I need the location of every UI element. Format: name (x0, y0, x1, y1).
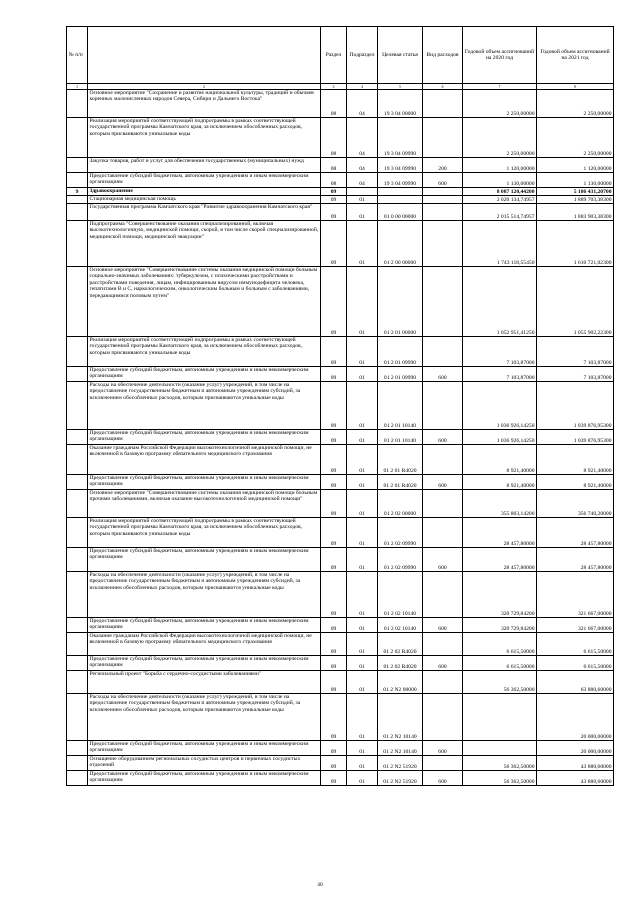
table-row (67, 548, 614, 572)
header-vol-2020: Годовой объем ассигнований на 2020 год (463, 27, 537, 84)
row-expense-type: 600 (423, 367, 463, 382)
row-target: 01 2 01 09990 (378, 337, 423, 367)
table-row (67, 656, 614, 671)
row-subsection: 01 (347, 337, 378, 367)
row-target: 01 2 01 10140 (378, 382, 423, 430)
row-vol-2020: 56 362,50000 (463, 771, 537, 786)
row-target: 01 2 02 09990 (378, 548, 423, 572)
table-row (67, 490, 614, 518)
header-expense-type: Вид расходов (423, 27, 463, 84)
row-subsection: 01 (347, 518, 378, 548)
row-vol-2021: 6 615,50000 (537, 656, 614, 671)
row-expense-type (423, 518, 463, 548)
row-target: 01 2 01 00000 (378, 267, 423, 337)
row-subsection: 01 (347, 572, 378, 618)
row-vol-2020: 8 921,40000 (463, 445, 537, 475)
row-expense-type: 200 (423, 158, 463, 173)
row-subsection: 01 (347, 694, 378, 741)
row-number (67, 367, 88, 382)
row-expense-type (423, 445, 463, 475)
row-target: 01 2 02 10140 (378, 572, 423, 618)
row-subsection: 04 (347, 173, 378, 188)
row-expense-type: 600 (423, 771, 463, 786)
row-subsection: 01 (347, 548, 378, 572)
row-number (67, 430, 88, 445)
row-vol-2020: 6 615,50000 (463, 656, 537, 671)
header-name (88, 27, 321, 84)
row-expense-type: 600 (423, 741, 463, 756)
table-row (67, 204, 614, 221)
row-number (67, 90, 88, 118)
row-vol-2021: 8 921,40000 (537, 445, 614, 475)
row-subsection: 01 (347, 196, 378, 204)
row-target: 19 3 04 09990 (378, 118, 423, 158)
row-name: Предоставление субсидий бюджетным, автономным учреждениям и иным некоммерческим организациям (88, 618, 321, 633)
row-name: Оказание гражданам Российской Федерации высокотехнологичной медицинской помощи, не включенной в базовую программу обязательного медицинского страхования (88, 445, 321, 475)
row-expense-type (423, 118, 463, 158)
row-expense-type (423, 671, 463, 694)
row-expense-type (423, 633, 463, 656)
row-number (67, 572, 88, 618)
row-name: Стационарная медицинская помощь (88, 196, 321, 204)
row-vol-2020: 1 036 926,14250 (463, 382, 537, 430)
row-vol-2021: 1 610 721,02300 (537, 221, 614, 267)
table-row (67, 756, 614, 771)
row-expense-type: 600 (423, 618, 463, 633)
row-vol-2021: 321 667,00000 (537, 572, 614, 618)
row-section: 08 (321, 90, 347, 118)
row-vol-2021: 43 880,60000 (537, 756, 614, 771)
row-vol-2020: 6 615,50000 (463, 633, 537, 656)
row-name: Предоставление субсидий бюджетным, автономным учреждениям и иным некоммерческим организациям (88, 173, 321, 188)
table-body (67, 90, 614, 786)
row-subsection: 04 (347, 118, 378, 158)
row-subsection: 01 (347, 267, 378, 337)
row-vol-2021: 1 883 903,38300 (537, 204, 614, 221)
row-target: 19 3 04 00000 (378, 90, 423, 118)
row-vol-2020 (463, 741, 537, 756)
row-vol-2021: 1 039 876,95300 (537, 430, 614, 445)
row-vol-2020: 1 120,00000 (463, 158, 537, 173)
row-target: 01 0 00 00000 (378, 204, 423, 221)
column-number: 7 (463, 84, 537, 90)
row-subsection: 01 (347, 490, 378, 518)
table-row (67, 173, 614, 188)
row-vol-2021: 63 880,60000 (537, 671, 614, 694)
header-vol-2021: Годовой объем ассигнований на 2021 год (537, 27, 614, 84)
row-number (67, 518, 88, 548)
row-target: 01 2 01 10140 (378, 430, 423, 445)
row-expense-type (423, 490, 463, 518)
page-number: 40 (317, 882, 323, 888)
row-section: 09 (321, 633, 347, 656)
row-number (67, 445, 88, 475)
row-number (67, 633, 88, 656)
row-expense-type (423, 188, 463, 196)
row-expense-type (423, 204, 463, 221)
row-subsection: 04 (347, 158, 378, 173)
row-section: 09 (321, 445, 347, 475)
row-expense-type (423, 756, 463, 771)
table-row (67, 221, 614, 267)
row-expense-type: 600 (423, 430, 463, 445)
row-section: 09 (321, 756, 347, 771)
row-expense-type (423, 337, 463, 367)
header-num: № п/п (67, 27, 88, 84)
column-number: 2 (88, 84, 321, 90)
row-section: 09 (321, 656, 347, 671)
row-number (67, 204, 88, 221)
row-vol-2021: 43 880,60000 (537, 771, 614, 786)
header-target: Целевая статья (378, 27, 423, 84)
row-expense-type: 600 (423, 656, 463, 671)
table-row (67, 382, 614, 430)
row-section: 09 (321, 430, 347, 445)
row-section: 09 (321, 188, 347, 196)
row-vol-2020: 8 087 120,44200 (463, 188, 537, 196)
row-name: Основное мероприятие "Сохранение и развитие национальной культуры, традиций и обычаев коренных малочисленных народов Севера, Сибири и Дальнего Востока" (88, 90, 321, 118)
row-vol-2021: 20 000,00000 (537, 741, 614, 756)
row-vol-2021: 5 186 431,20700 (537, 188, 614, 196)
row-number (67, 741, 88, 756)
row-expense-type (423, 694, 463, 741)
row-number (67, 694, 88, 741)
header-row (67, 27, 614, 84)
row-vol-2020: 2 020 134,74957 (463, 196, 537, 204)
row-expense-type: 600 (423, 548, 463, 572)
row-expense-type (423, 267, 463, 337)
row-target: 19 3 04 09990 (378, 158, 423, 173)
table-row (67, 618, 614, 633)
row-vol-2021: 1 130,00000 (537, 173, 614, 188)
table-row (67, 694, 614, 741)
row-vol-2021: 2 250,00000 (537, 118, 614, 158)
column-number: 1 (67, 84, 88, 90)
row-target: 19 3 04 09990 (378, 173, 423, 188)
row-target: 01 2 02 00000 (378, 490, 423, 518)
row-name: Закупка товаров, работ и услуг для обеспечения государственных (муниципальных) нужд (88, 158, 321, 173)
table-row (67, 188, 614, 196)
row-section: 09 (321, 771, 347, 786)
row-section: 08 (321, 173, 347, 188)
row-number (67, 196, 88, 204)
table-row (67, 267, 614, 337)
row-vol-2021: 1 039 876,95300 (537, 382, 614, 430)
row-name: Оказание гражданам Российской Федерации высокотехнологичной медицинской помощи, не включенной в базовую программу обязательного медицинского страхования (88, 633, 321, 656)
row-section: 09 (321, 671, 347, 694)
row-number (67, 337, 88, 367)
row-target: 01 2 00 00000 (378, 221, 423, 267)
row-section: 09 (321, 618, 347, 633)
row-vol-2020: 1 052 951,41250 (463, 267, 537, 337)
column-number: 4 (347, 84, 378, 90)
table-row (67, 518, 614, 548)
row-section: 09 (321, 204, 347, 221)
row-name: Основное мероприятие "Совершенствование системы оказания медицинской помощи больным социально-значимых заболеваниях: туберкулезом, с психическими расстройствами и расстройствами поведения, лицам, инфицированным вирусом иммунодефицита человека, гепатитами В и С, наркологическим, онкологическим больным и больным с заболеваниями, передающимися половым путем" (88, 267, 321, 337)
row-vol-2021: 28 457,80000 (537, 548, 614, 572)
row-subsection: 01 (347, 475, 378, 490)
table-row (67, 475, 614, 490)
row-subsection: 01 (347, 756, 378, 771)
header-subsection: Подраздел (347, 27, 378, 84)
row-subsection: 04 (347, 90, 378, 118)
row-name: Подпрограмма "Совершенствование оказания специализированной, включая высокотехнологичную, медицинской помощи, скорой, в том числе скорой специализированной, медицинской помощи, медицинской эвакуации" (88, 221, 321, 267)
row-name: Предоставление субсидий бюджетным, автономным учреждениям и иным некоммерческим организациям (88, 656, 321, 671)
row-target: 01 2 02 10140 (378, 618, 423, 633)
header-section: Раздел (321, 27, 347, 84)
row-number (67, 221, 88, 267)
table-row (67, 367, 614, 382)
row-vol-2020 (463, 694, 537, 741)
row-section: 09 (321, 196, 347, 204)
row-subsection: 01 (347, 741, 378, 756)
row-number (67, 382, 88, 430)
row-number (67, 118, 88, 158)
row-expense-type: 600 (423, 475, 463, 490)
row-subsection: 01 (347, 204, 378, 221)
row-target: 01 2 02 R4020 (378, 633, 423, 656)
column-number: 5 (378, 84, 423, 90)
row-subsection: 01 (347, 367, 378, 382)
row-section: 09 (321, 475, 347, 490)
table-row (67, 196, 614, 204)
row-vol-2020: 320 729,84200 (463, 572, 537, 618)
row-number (67, 771, 88, 786)
row-vol-2020: 56 362,50000 (463, 671, 537, 694)
row-name: Расходы на обеспечение деятельности (оказание услуг) учреждений, в том числе на предоставление государственным бюджетным и автономным учреждениям субсидий, за исключением обособленных расходов, которым присваиваются уникальные коды (88, 382, 321, 430)
row-number: 9 (67, 188, 88, 196)
row-expense-type (423, 572, 463, 618)
row-target: 01 2 02 09990 (378, 518, 423, 548)
row-expense-type (423, 221, 463, 267)
row-vol-2021: 1 055 902,22300 (537, 267, 614, 337)
table-row (67, 741, 614, 756)
row-target: 01 2 N2 51920 (378, 756, 423, 771)
row-vol-2021: 1 889 703,38300 (537, 196, 614, 204)
table-row (67, 90, 614, 118)
row-section: 09 (321, 367, 347, 382)
row-vol-2020: 7 103,87000 (463, 367, 537, 382)
row-target (378, 188, 423, 196)
row-number (67, 158, 88, 173)
row-subsection: 01 (347, 671, 378, 694)
row-vol-2020: 56 362,50000 (463, 756, 537, 771)
row-section: 09 (321, 518, 347, 548)
row-section: 09 (321, 221, 347, 267)
table-row (67, 671, 614, 694)
row-name: Предоставление субсидий бюджетным, автономным учреждениям и иным некоммерческим организациям (88, 430, 321, 445)
row-vol-2021: 28 457,80000 (537, 518, 614, 548)
row-subsection: 01 (347, 430, 378, 445)
row-number (67, 173, 88, 188)
column-number: 8 (537, 84, 614, 90)
table-row (67, 158, 614, 173)
table-row (67, 430, 614, 445)
row-section: 09 (321, 694, 347, 741)
row-vol-2020: 2 250,00000 (463, 90, 537, 118)
row-target: 01 2 N2 10140 (378, 694, 423, 741)
row-vol-2021: 7 103,87000 (537, 337, 614, 367)
row-section: 08 (321, 118, 347, 158)
row-number (67, 490, 88, 518)
row-subsection: 01 (347, 656, 378, 671)
row-name: Региональный проект "Борьба с сердечно-сосудистыми заболеваниями" (88, 671, 321, 694)
table-row (67, 445, 614, 475)
row-target: 01 2 N2 51920 (378, 771, 423, 786)
row-name: Предоставление субсидий бюджетным, автономным учреждениям и иным некоммерческим организациям (88, 548, 321, 572)
row-name: Реализация мероприятий соответствующей подпрограммы в рамках соответствующей государственной программы Камчатского края, за исключением обособленных расходов, которым присваиваются уникальные коды (88, 118, 321, 158)
table-row (67, 771, 614, 786)
row-name: Расходы на обеспечение деятельности (оказание услуг) учреждений, в том числе на предоставление государственным бюджетным и автономным учреждениям субсидий, за исключением обособленных расходов, которым присваиваются уникальные коды (88, 572, 321, 618)
table-row (67, 337, 614, 367)
row-subsection (347, 188, 378, 196)
row-section: 09 (321, 490, 347, 518)
row-name: Основное мероприятие "Совершенствование системы оказания медицинской помощи больным прочими заболеваниями, включая оказание высокотехнологичной медицинской помощи" (88, 490, 321, 518)
row-vol-2020: 355 803,14200 (463, 490, 537, 518)
row-target: 01 2 01 R4020 (378, 445, 423, 475)
row-vol-2021: 8 921,40000 (537, 475, 614, 490)
row-name: Реализация мероприятий соответствующей подпрограммы в рамках соответствующей государственной программы Камчатского края, за исключением обособленных расходов, которым присваиваются уникальные коды (88, 337, 321, 367)
row-name: Оснащение оборудованием региональных сосудистых центров и первичных сосудистых отделений (88, 756, 321, 771)
row-target: 01 2 N2 00000 (378, 671, 423, 694)
row-subsection: 01 (347, 633, 378, 656)
table-row (67, 633, 614, 656)
row-section: 09 (321, 382, 347, 430)
row-vol-2020: 1 743 118,55450 (463, 221, 537, 267)
row-expense-type: 600 (423, 173, 463, 188)
row-name: Здравоохранение (88, 188, 321, 196)
row-subsection: 01 (347, 221, 378, 267)
row-subsection: 01 (347, 445, 378, 475)
row-section: 09 (321, 337, 347, 367)
row-section: 09 (321, 548, 347, 572)
row-vol-2021: 7 103,87000 (537, 367, 614, 382)
row-section: 08 (321, 158, 347, 173)
row-vol-2020: 28 457,80000 (463, 518, 537, 548)
row-vol-2021: 356 740,20000 (537, 490, 614, 518)
row-name: Государственная программа Камчатского края "Развитие здравоохранения Камчатского края" (88, 204, 321, 221)
column-number: 3 (321, 84, 347, 90)
row-vol-2021: 6 615,50000 (537, 633, 614, 656)
budget-table (66, 26, 614, 786)
row-vol-2021: 2 250,00000 (537, 90, 614, 118)
table-row (67, 118, 614, 158)
row-vol-2020: 2 015 514,74957 (463, 204, 537, 221)
row-vol-2020: 1 036 926,14250 (463, 430, 537, 445)
column-number: 6 (423, 84, 463, 90)
row-name: Реализация мероприятий соответствующей подпрограммы в рамках соответствующей государственной программы Камчатского края, за исключением обособленных расходов, которым присваиваются уникальные коды (88, 518, 321, 548)
row-subsection: 01 (347, 771, 378, 786)
row-expense-type (423, 196, 463, 204)
row-name: Предоставление субсидий бюджетным, автономным учреждениям и иным некоммерческим организациям (88, 741, 321, 756)
row-target: 01 2 01 09990 (378, 367, 423, 382)
row-name: Предоставление субсидий бюджетным, автономным учреждениям и иным некоммерческим организациям (88, 475, 321, 490)
row-section: 09 (321, 572, 347, 618)
row-vol-2021: 1 120,00000 (537, 158, 614, 173)
row-target: 01 2 N2 10140 (378, 741, 423, 756)
row-vol-2021: 321 667,00000 (537, 618, 614, 633)
row-expense-type (423, 382, 463, 430)
budget-sheet (66, 26, 614, 786)
row-number (67, 756, 88, 771)
row-vol-2020: 28 457,80000 (463, 548, 537, 572)
row-number (67, 671, 88, 694)
row-subsection: 01 (347, 618, 378, 633)
row-section: 09 (321, 267, 347, 337)
row-subsection: 01 (347, 382, 378, 430)
row-target: 01 2 01 R4020 (378, 475, 423, 490)
row-vol-2020: 8 921,40000 (463, 475, 537, 490)
row-vol-2020: 320 729,84200 (463, 618, 537, 633)
row-section: 09 (321, 741, 347, 756)
row-vol-2020: 1 130,00000 (463, 173, 537, 188)
row-target: 01 2 02 R4020 (378, 656, 423, 671)
row-number (67, 548, 88, 572)
row-vol-2020: 7 103,87000 (463, 337, 537, 367)
row-expense-type (423, 90, 463, 118)
row-name: Расходы на обеспечение деятельности (оказание услуг) учреждений, в том числе на предоставление государственным бюджетным и автономным учреждениям субсидий, за исключением обособленных расходов, которым присваиваются уникальные коды (88, 694, 321, 741)
row-vol-2021: 20 000,00000 (537, 694, 614, 741)
row-number (67, 656, 88, 671)
row-number (67, 618, 88, 633)
row-name: Предоставление субсидий бюджетным, автономным учреждениям и иным некоммерческим организациям (88, 771, 321, 786)
row-name: Предоставление субсидий бюджетным, автономным учреждениям и иным некоммерческим организациям (88, 367, 321, 382)
row-vol-2020: 2 250,00000 (463, 118, 537, 158)
row-number (67, 475, 88, 490)
table-row (67, 572, 614, 618)
row-target (378, 196, 423, 204)
row-number (67, 267, 88, 337)
